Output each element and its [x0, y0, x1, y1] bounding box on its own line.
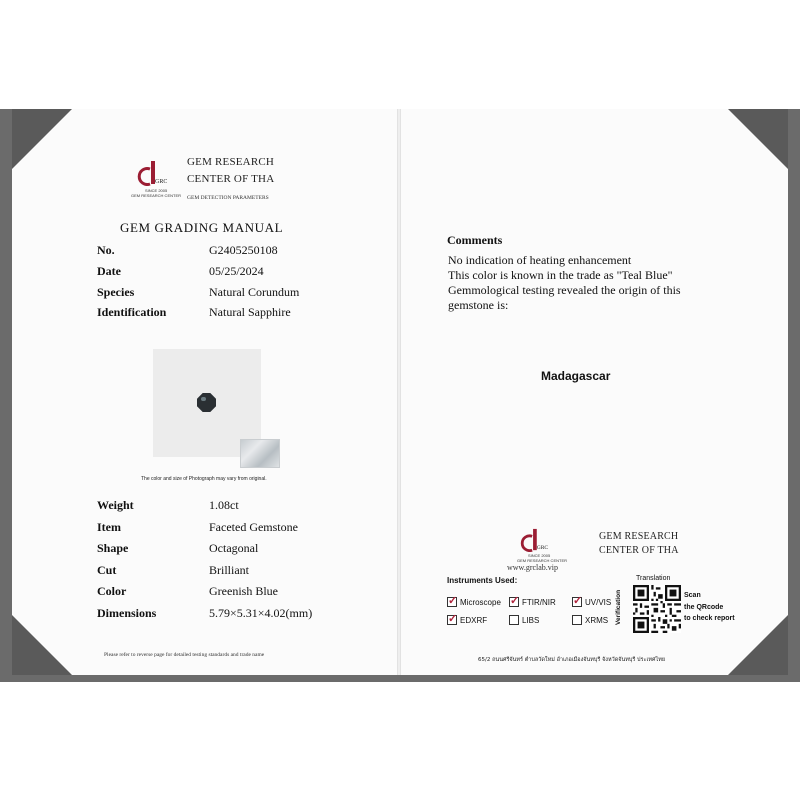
instruments-heading: Instruments Used:	[447, 576, 518, 585]
spec-label: Weight	[97, 498, 134, 512]
instrument-label: FTIR/NIR	[522, 597, 556, 607]
grc-logo-mark	[520, 528, 548, 552]
corner-holder-top-right	[728, 109, 788, 169]
origin-value: Madagascar	[541, 369, 611, 383]
checkbox-xrms	[572, 615, 582, 625]
comment-line: Gemmological testing revealed the origin of this	[448, 283, 681, 297]
spec-value: Faceted Gemstone	[209, 520, 298, 534]
qr-scan-text: the QRcode	[684, 604, 724, 611]
checkbox-ftir	[509, 597, 519, 607]
checkbox-microscope	[447, 597, 457, 607]
page-title: GEM GRADING MANUAL	[120, 220, 284, 235]
checkbox-libs	[509, 615, 519, 625]
spec-value: Greenish Blue	[209, 584, 278, 598]
svg-text:GRC: GRC	[155, 179, 167, 185]
brand-line-1: GEM RESEARCH	[187, 156, 275, 168]
qr-code[interactable]	[633, 585, 681, 633]
spec-value: Octagonal	[209, 541, 259, 555]
address-footer: 65/2 ถนนศรีจันทร์ ตำบลวัดใหม่ อำเภอเมืองจันทบุรี จังหวัดจันทบุรี ประเทศไทย	[478, 657, 666, 663]
spec-value: 5.79×5.31×4.02(mm)	[209, 606, 313, 620]
corner-holder-bottom-right	[728, 615, 788, 675]
spec-value: Brilliant	[209, 563, 249, 577]
left-footer-note: Please refer to reverse page for detailed testing standards and trade name	[104, 652, 265, 658]
logo-center-name: GEM RESEARCH CENTER	[517, 558, 568, 563]
instrument-ftir	[509, 597, 556, 607]
brand-line-1: GEM RESEARCH	[599, 531, 679, 542]
instrument-label: LIBS	[522, 615, 540, 625]
brand-subtitle: GEM DETECTION PARAMETERS	[187, 195, 269, 201]
spec-label: Cut	[97, 563, 117, 577]
logo-since: SINCE 2005	[145, 188, 168, 193]
detail-label: No.	[97, 243, 115, 257]
detail-label: Date	[97, 264, 121, 278]
spec-value: 1.08ct	[209, 498, 239, 512]
detail-value: G2405250108	[209, 243, 278, 257]
spec-label: Dimensions	[97, 606, 157, 620]
detail-value: 05/25/2024	[209, 264, 264, 278]
spec-label: Color	[97, 584, 127, 598]
instrument-uvvis	[572, 597, 611, 607]
qr-translation-label: Translation	[636, 575, 671, 582]
website-link[interactable]: www.grclab.vip	[507, 563, 559, 572]
spec-label: Item	[97, 520, 121, 534]
instrument-label: Microscope	[460, 597, 501, 607]
comment-line: This color is known in the trade as "Teal Blue"	[448, 268, 673, 282]
grc-logo-mark	[137, 160, 167, 186]
instrument-edxrf	[447, 615, 487, 625]
comments-heading: Comments	[447, 233, 503, 247]
gemstone-image	[197, 393, 216, 412]
instrument-label: UV/VIS	[585, 597, 612, 607]
detail-value: Natural Corundum	[209, 285, 300, 299]
instrument-xrms	[572, 615, 608, 625]
brand-line-2: CENTER OF THA	[187, 173, 275, 185]
logo-since: SINCE 2005	[528, 553, 551, 558]
svg-text:GRC: GRC	[536, 545, 548, 552]
page-spine	[397, 109, 401, 675]
comment-line: No indication of heating enhancement	[448, 253, 632, 267]
qr-scan-text: Scan	[684, 592, 701, 599]
detail-value: Natural Sapphire	[209, 305, 291, 319]
photo-disclaimer: The color and size of Photograph may vary from original.	[141, 476, 267, 482]
corner-holder-top-left	[12, 109, 72, 169]
right-page	[400, 109, 788, 675]
instrument-libs	[509, 615, 539, 625]
hologram-sticker	[240, 439, 280, 468]
checkbox-edxrf	[447, 615, 457, 625]
checkbox-uvvis	[572, 597, 582, 607]
qr-verification-label: Verification	[615, 589, 622, 625]
spec-label: Shape	[97, 541, 129, 555]
brand-line-2: CENTER OF THA	[599, 545, 679, 556]
gemstone-highlight	[201, 397, 206, 401]
corner-holder-bottom-left	[12, 615, 72, 675]
instrument-label: XRMS	[585, 615, 609, 625]
instrument-microscope	[447, 597, 501, 607]
qr-scan-text: to check report	[684, 615, 735, 622]
detail-label: Identification	[97, 305, 167, 319]
instrument-label: EDXRF	[460, 615, 488, 625]
detail-label: Species	[97, 285, 135, 299]
comment-line: gemstone is:	[448, 298, 509, 312]
logo-center-name: GEM RESEARCH CENTER	[131, 193, 182, 198]
